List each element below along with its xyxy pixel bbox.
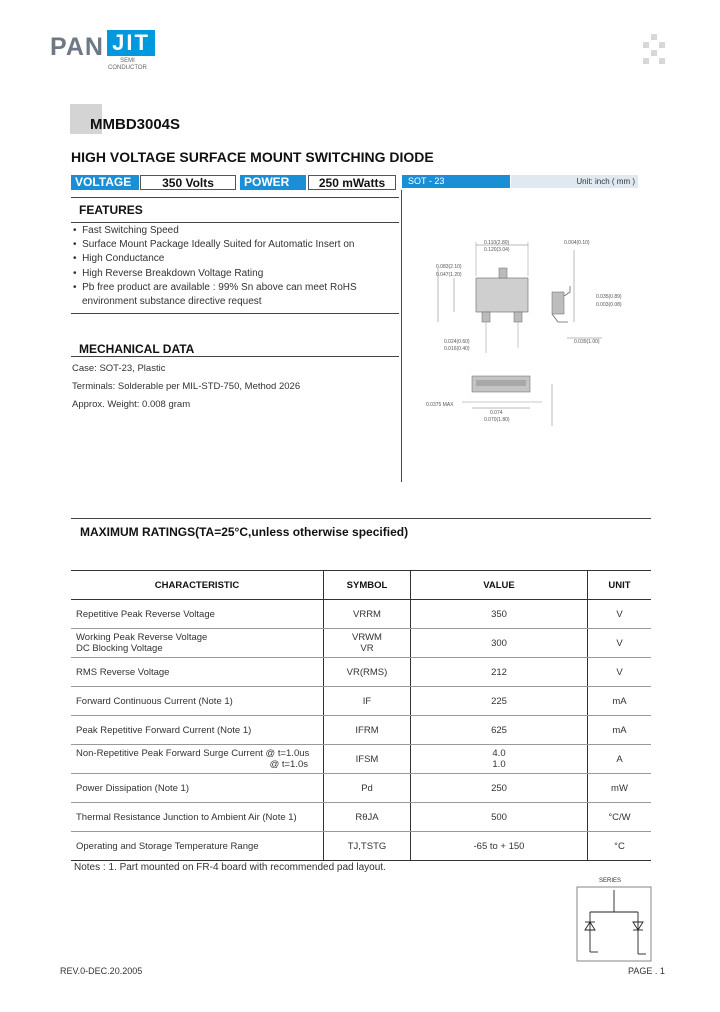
package-body-top-view (476, 278, 528, 312)
page-number: PAGE . 1 (628, 966, 665, 976)
table-row (71, 629, 651, 658)
dim-label: 0.074 (490, 410, 503, 416)
row-characteristic-line: Non-Repetitive Peak Forward Surge Current @ t=1.0us (76, 748, 310, 759)
row-value: 300 (411, 629, 588, 658)
row-value: 212 (411, 658, 588, 687)
ratings-header-row (71, 571, 651, 600)
row-unit: V (588, 658, 652, 687)
row-value: -65 to + 150 (411, 832, 588, 861)
mechanical-terminals: Terminals: Solderable per MIL-STD-750, Method 2026 (72, 381, 301, 392)
package-side-view (552, 292, 564, 314)
row-symbol-line: VR (360, 643, 374, 654)
row-characteristic (71, 745, 324, 774)
ratings-rule (71, 518, 651, 519)
document-title: HIGH VOLTAGE SURFACE MOUNT SWITCHING DIODE (71, 149, 434, 165)
row-value (411, 745, 588, 774)
dim-label: 0.110(2.80) (484, 240, 510, 246)
feature-text: Fast Switching Speed (82, 225, 179, 236)
dim-label: 0.039(1.00) (574, 339, 600, 345)
dim-label: 0.0375 MAX (426, 402, 454, 408)
feature-text: High Conductance (82, 253, 165, 264)
row-unit: V (588, 629, 652, 658)
dim-label: 0.120(3.04) (484, 247, 510, 253)
row-symbol: IFRM (324, 716, 411, 745)
feature-item: • High Reverse Breakdown Voltage Rating (73, 268, 264, 279)
power-label: POWER (240, 175, 306, 190)
feature-item: • Surface Mount Package Ideally Suited for Automatic Insert on (73, 239, 355, 250)
row-value: 625 (411, 716, 588, 745)
voltage-value: 350 Volts (140, 175, 236, 190)
row-unit: V (588, 600, 652, 629)
dim-label: 0.047(1.20) (436, 272, 462, 278)
row-characteristic-line: @ t=1.0s (269, 759, 308, 770)
table-row (71, 658, 651, 687)
row-characteristic: Thermal Resistance Junction to Ambient Air (Note 1) (71, 803, 324, 832)
row-characteristic-line: DC Blocking Voltage (76, 643, 163, 654)
row-characteristic: Repetitive Peak Reverse Voltage (71, 600, 324, 629)
row-characteristic: Power Dissipation (Note 1) (71, 774, 324, 803)
revision-date: REV.0-DEC.20.2005 (60, 966, 143, 976)
row-unit: mA (588, 687, 652, 716)
package-outline-drawing (402, 188, 640, 438)
row-symbol-line: VRWM (352, 632, 382, 643)
row-symbol: TJ,TSTG (324, 832, 411, 861)
dim-label: 0.003(0.08) (596, 302, 622, 308)
package-pin (514, 312, 522, 322)
series-diode-schematic (576, 886, 652, 962)
features-rule (71, 222, 399, 223)
features-end-rule (71, 313, 399, 314)
feature-text: Surface Mount Package Ideally Suited for Automatic Insert on (82, 239, 355, 250)
package-pin (482, 312, 490, 322)
footnote: Notes : 1. Part mounted on FR-4 board with recommended pad layout. (74, 862, 386, 873)
feature-item: • Fast Switching Speed (73, 225, 179, 236)
feature-text: Pb free product are available : 99% Sn above can meet RoHS (82, 282, 357, 293)
row-unit: mA (588, 716, 652, 745)
dim-label: 0.070(1.80) (484, 417, 510, 423)
row-characteristic: Forward Continuous Current (Note 1) (71, 687, 324, 716)
row-unit: A (588, 745, 652, 774)
mechanical-case: Case: SOT-23, Plastic (72, 363, 166, 374)
dim-label: 0.083(2.10) (436, 264, 462, 270)
row-value-line: 4.0 (492, 748, 506, 759)
decor-square (643, 58, 649, 64)
feature-item-continued: environment substance directive request (82, 296, 262, 307)
row-value: 225 (411, 687, 588, 716)
package-unit: Unit: inch ( mm ) (511, 175, 638, 188)
package-name: SOT - 23 (402, 175, 510, 188)
table-row (71, 803, 651, 832)
row-characteristic: RMS Reverse Voltage (71, 658, 324, 687)
package-pin (499, 268, 507, 278)
table-row (71, 745, 651, 774)
series-label: SERIES (599, 878, 622, 884)
row-unit: °C/W (588, 803, 652, 832)
power-value: 250 mWatts (308, 175, 396, 190)
row-characteristic-line: Working Peak Reverse Voltage (76, 632, 208, 643)
mechanical-rule (71, 356, 399, 357)
row-characteristic: Operating and Storage Temperature Range (71, 832, 324, 861)
brand-subtitle (108, 58, 147, 72)
features-heading: FEATURES (79, 203, 143, 217)
part-number: MMBD3004S (90, 116, 181, 133)
row-symbol: VRRM (324, 600, 411, 629)
table-row (71, 716, 651, 745)
ratings-title: MAXIMUM RATINGS(TA=25°C,unless otherwise specified) (80, 525, 409, 539)
col-symbol: SYMBOL (324, 571, 411, 600)
col-value: VALUE (411, 571, 588, 600)
decor-square (651, 34, 657, 40)
mechanical-weight: Approx. Weight: 0.008 gram (72, 399, 191, 410)
row-unit: mW (588, 774, 652, 803)
decor-square (659, 42, 665, 48)
feature-item: • Pb free product are available : 99% Sn above can meet RoHS (73, 282, 357, 293)
mechanical-heading: MECHANICAL DATA (79, 342, 195, 356)
dim-label: 0.016(0.40) (444, 346, 470, 352)
decor-square (659, 58, 665, 64)
row-value-line: 1.0 (492, 759, 506, 770)
brand-name-jit: JIT (107, 30, 155, 56)
row-symbol (324, 629, 411, 658)
row-symbol: VR(RMS) (324, 658, 411, 687)
row-unit: °C (588, 832, 652, 861)
brand-sub-conductor: CONDUCTOR (108, 65, 147, 71)
brand-name-pan: PAN (50, 33, 104, 61)
row-symbol: IF (324, 687, 411, 716)
row-symbol: RθJA (324, 803, 411, 832)
feature-item: • High Conductance (73, 253, 165, 264)
col-characteristic: CHARACTERISTIC (71, 571, 324, 600)
row-value: 500 (411, 803, 588, 832)
dim-label: 0.024(0.60) (444, 339, 470, 345)
table-row (71, 600, 651, 629)
row-value: 250 (411, 774, 588, 803)
dim-label: 0.004(0.10) (564, 240, 590, 246)
voltage-label: VOLTAGE (71, 175, 139, 190)
col-unit: UNIT (588, 571, 652, 600)
feature-text: High Reverse Breakdown Voltage Rating (82, 268, 264, 279)
decor-square (643, 42, 649, 48)
row-symbol: IFSM (324, 745, 411, 774)
decor-square (651, 50, 657, 56)
table-row (71, 832, 651, 861)
row-value: 350 (411, 600, 588, 629)
row-characteristic (71, 629, 324, 658)
row-symbol: Pd (324, 774, 411, 803)
table-row (71, 774, 651, 803)
brand-sub-semi: SEMI (120, 58, 135, 64)
dim-label: 0.035(0.89) (596, 294, 622, 300)
table-row (71, 687, 651, 716)
ratings-table (71, 570, 651, 861)
row-characteristic: Peak Repetitive Forward Current (Note 1) (71, 716, 324, 745)
features-rule (71, 197, 399, 198)
